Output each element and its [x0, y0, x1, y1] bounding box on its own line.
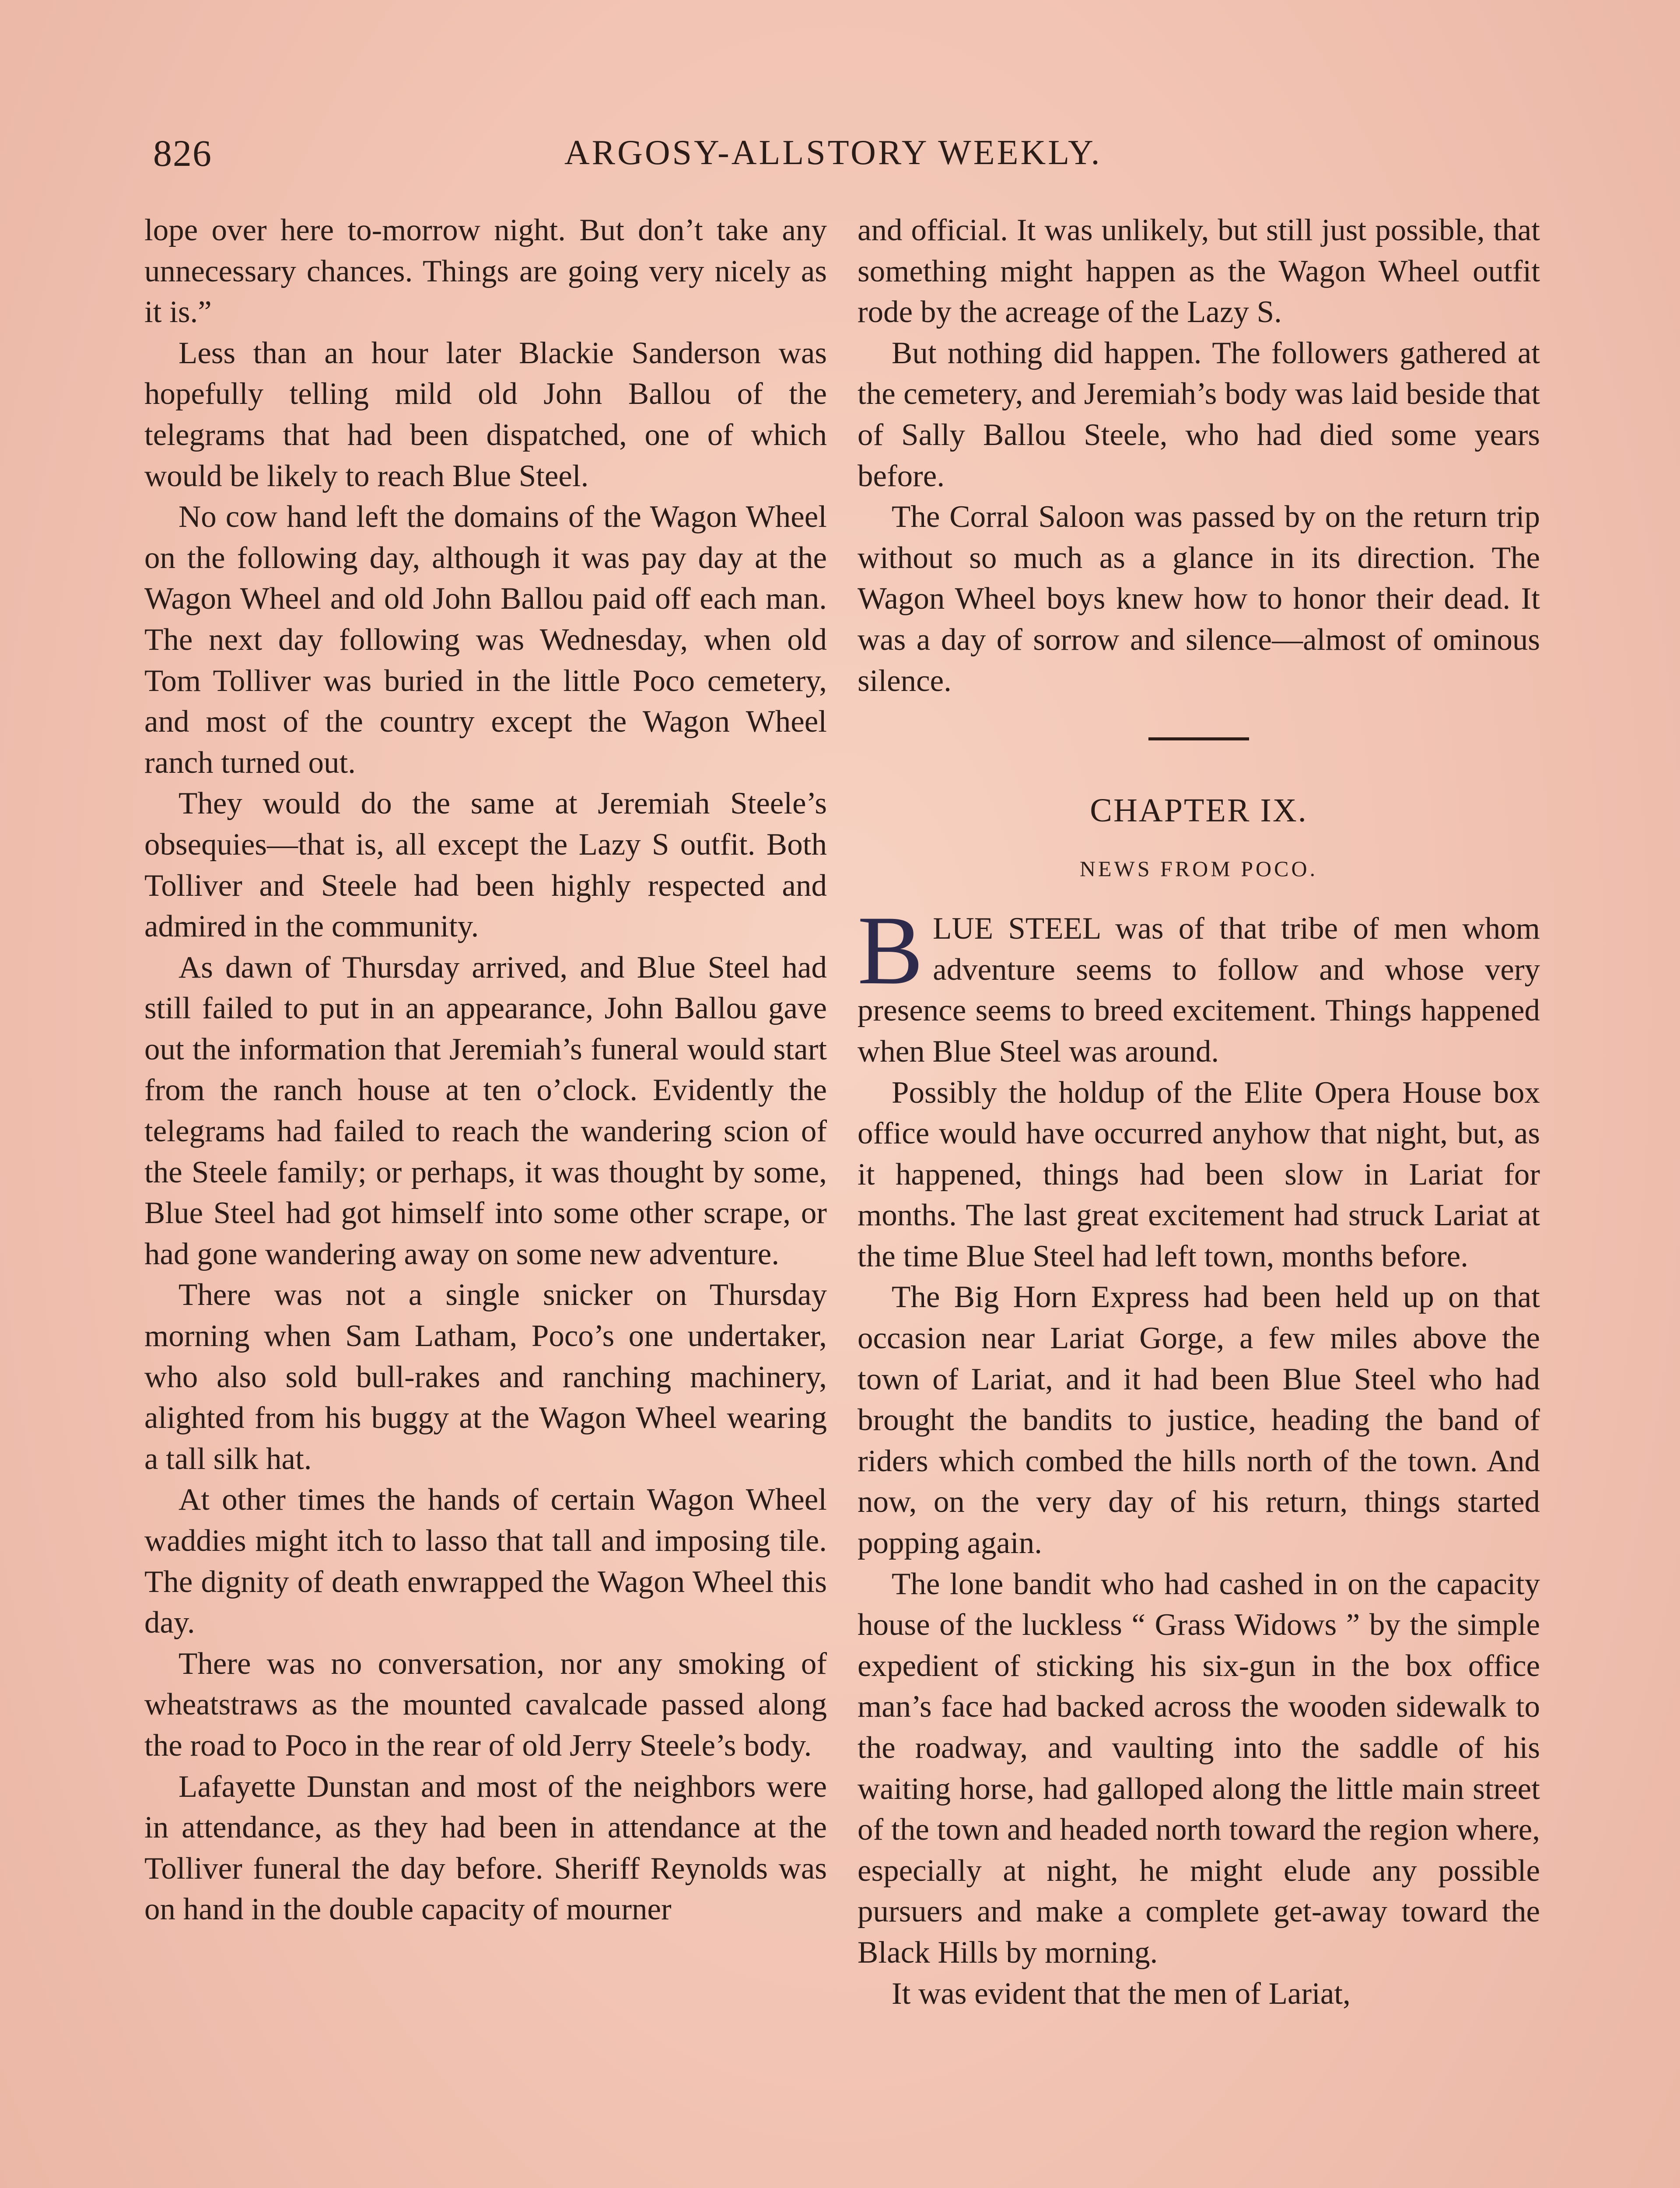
paragraph: The Big Horn Express had been held up on that occasion near Lariat Gorge, a few miles above the town of Lariat, and it had been Blue Steel who had brought the bandits to justice, heading the band of riders which combed the hills north of the town. And now, on the very day of his return, things started popping again. — [858, 1280, 1540, 1560]
paragraph: Lafayette Dunstan and most of the neighbors were in attendance, as they had been in attendance at the Tolliver funeral the day before. Sheriff Reynolds was on hand in the double capacity of mourner — [144, 1769, 827, 1927]
opening-text: was of that tribe of men whom adventure seems to follow and whose very presence seems to breed excitement. Things happened when Blue Steel was around. — [858, 912, 1540, 1069]
page-header — [144, 131, 1544, 184]
paragraph: They would do the same at Jeremiah Steele’s obsequies—that is, all except the Lazy S outfit. Both Tolliver and Steele had been highly respected and admired in the community. — [144, 786, 827, 944]
paragraph: The lone bandit who had cashed in on the capacity house of the luckless “ Grass Widows ” by the simple expedient of sticking his six-gun in the box office man’s face had backed across the wooden sidewalk to the roadway, and vaulting into the saddle of his waiting horse, had galloped along the little main street of the town and headed north toward the region where, especially at night, he might elude any possible pursuers and make a complete get-away toward the Black Hills by morning. — [858, 1567, 1540, 1970]
paragraph: As dawn of Thursday arrived, and Blue Steel had still failed to put in an appearance, John Ballou gave out the information that Jeremiah’s funeral would start from the ranch house at ten o’clock. Evidently the telegrams had failed to reach the wandering scion of the Steele family; or perhaps, it was thought by some, Blue Steel had got himself into some other scrape, or had gone wandering away on some new adventure. — [144, 950, 827, 1271]
chapter-subtitle: NEWS FROM POCO. — [1079, 856, 1318, 881]
chapter-opening-paragraph — [858, 895, 1540, 1072]
paragraph: It was evident that the men of Lariat, — [892, 1976, 1351, 2011]
paragraph: Less than an hour later Blackie Sanderson was hopefully telling mild old John Ballou of the telegrams that had been dispatched, one of which would be likely to reach Blue Steel. — [144, 336, 827, 493]
running-title: ARGOSY-ALLSTORY WEEKLY. — [564, 133, 1102, 172]
paragraph: There was no conversation, nor any smoking of wheatstraws as the mounted cavalcade passed along the road to Poco in the rear of old Jerry Steele’s body. — [144, 1646, 827, 1763]
paragraph: But nothing did happen. The followers gathered at the cemetery, and Jeremiah’s body was laid beside that of Sally Ballou Steele, who had died some years before. — [858, 336, 1540, 493]
right-column — [858, 210, 1540, 2014]
paragraph: There was not a single snicker on Thursday morning when Sam Latham, Poco’s one undertaker, who also sold bull-rakes and ranching machinery, alighted from his buggy at the Wagon Wheel wearing a tall silk hat. — [144, 1278, 827, 1476]
paragraph: No cow hand left the domains of the Wagon Wheel on the following day, although it was pay day at the Wagon Wheel and old John Ballou paid off each man. The next day following was Wednesday, when old Tom Tolliver was buried in the little Poco cemetery, and most of the country except the Wagon Wheel ranch turned out. — [144, 500, 827, 780]
chapter-title: CHAPTER IX. — [1090, 792, 1308, 829]
drop-cap: B — [858, 895, 924, 1005]
paragraph: and official. It was unlikely, but still just possible, that something might happen as the Wagon Wheel outfit rode by the acreage of the Lazy S. — [858, 213, 1540, 330]
paragraph: lope over here to-morrow night. But don’t take any unnecessary chances. Things are going very nicely as it is.” — [144, 213, 827, 330]
opening-lead: LUE STEEL — [933, 912, 1100, 946]
left-column — [144, 210, 827, 1930]
section-divider — [1148, 737, 1249, 740]
paragraph: The Corral Saloon was passed by on the return trip without so much as a glance in its direction. The Wagon Wheel boys knew how to honor their dead. It was a day of sorrow and silence—almost of ominous silence. — [858, 500, 1540, 698]
paragraph: At other times the hands of certain Wagon Wheel waddies might itch to lasso that tall and imposing tile. The dignity of death enwrapped the Wagon Wheel this day. — [144, 1483, 827, 1640]
page-number: 826 — [153, 132, 212, 174]
paragraph: Possibly the holdup of the Elite Opera House box office would have occurred anyhow that night, but, as it happened, things had been slow in Lariat for months. The last great excitement had struck Lariat at the time Blue Steel had left town, months before. — [858, 1075, 1540, 1273]
